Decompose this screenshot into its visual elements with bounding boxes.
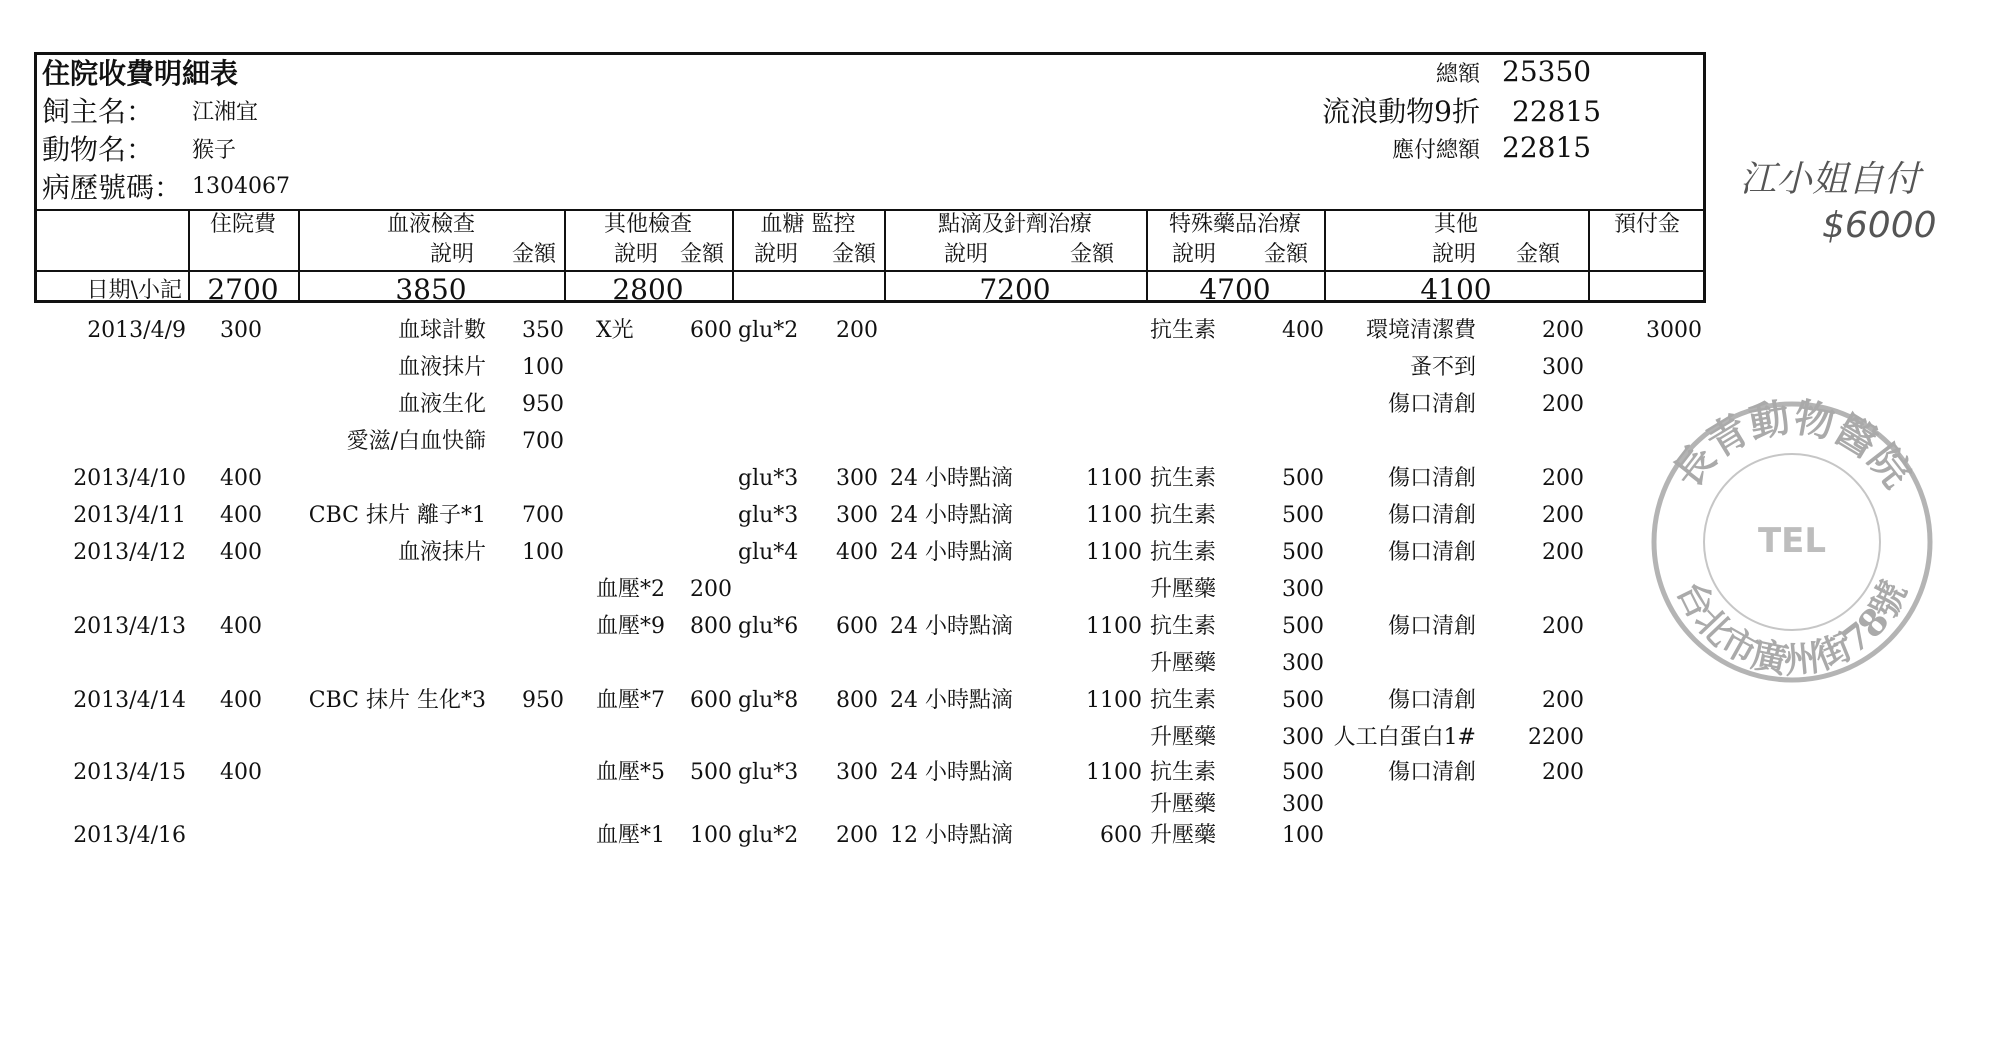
row-special-desc: 抗生素 <box>1150 503 1217 528</box>
row-special-amount: 500 <box>1282 466 1324 491</box>
row-misc-desc: 傷口清創 <box>1387 688 1476 713</box>
row-other-desc: 血壓*9 <box>596 614 665 639</box>
subtotal-drip: 7200 <box>979 273 1051 306</box>
row-drip-desc: 24 小時點滴 <box>890 614 1013 639</box>
row-drip-amount: 1100 <box>1086 503 1142 528</box>
subhead-desc: 說明 <box>430 242 475 267</box>
row-misc-amount: 200 <box>1542 503 1584 528</box>
row-special-amount: 500 <box>1282 503 1324 528</box>
row-drip-desc: 12 小時點滴 <box>890 823 1013 848</box>
row-date: 2013/4/15 <box>73 760 186 785</box>
document-title: 住院收費明細表 <box>42 57 239 90</box>
row-other-amount: 600 <box>690 318 732 343</box>
subtotal-blood: 3850 <box>395 273 467 306</box>
subhead-desc: 說明 <box>614 242 659 267</box>
discount-value: 22815 <box>1512 95 1602 128</box>
subhead-amount: 金額 <box>680 242 725 267</box>
row-other-desc: 血壓*1 <box>596 823 665 848</box>
row-misc-desc: 傷口清創 <box>1387 503 1476 528</box>
subhead-amount: 金額 <box>1516 242 1561 267</box>
row-glucose-amount: 400 <box>836 540 878 565</box>
row-date: 2013/4/9 <box>87 318 186 343</box>
row-glucose-desc: glu*3 <box>738 466 799 491</box>
subtotal-special: 4700 <box>1199 273 1271 306</box>
row-blood-desc: 血球計數 <box>397 318 486 343</box>
row-blood-desc: CBC 抹片 生化*3 <box>308 688 486 713</box>
subhead-desc: 說明 <box>1172 242 1217 267</box>
handwritten-note-line2: $6000 <box>1822 205 1937 246</box>
row-special-amount: 300 <box>1282 792 1324 817</box>
row-misc-desc: 傷口清創 <box>1387 392 1476 417</box>
row-glucose-desc: glu*4 <box>738 540 799 565</box>
handwritten-note-line1: 江小姐自付 <box>1740 159 1921 200</box>
row-special-desc: 抗生素 <box>1150 688 1217 713</box>
row-blood-amount: 100 <box>522 540 564 565</box>
row-misc-amount: 200 <box>1542 540 1584 565</box>
row-glucose-amount: 300 <box>836 466 878 491</box>
header-separator <box>34 209 1706 211</box>
discount-label: 流浪動物9折 <box>1322 95 1480 128</box>
row-misc-desc: 環境清潔費 <box>1365 318 1476 343</box>
animal-label: 動物名： <box>42 133 155 166</box>
row-hosp-fee: 400 <box>220 688 262 713</box>
row-drip-desc: 24 小時點滴 <box>890 540 1013 565</box>
svg-text:長青動物醫院: 長青動物醫院 <box>1663 393 1921 497</box>
row-misc-amount: 200 <box>1542 760 1584 785</box>
row-hosp-fee: 400 <box>220 540 262 565</box>
row-date: 2013/4/12 <box>73 540 186 565</box>
row-glucose-amount: 800 <box>836 688 878 713</box>
subtotal-hosp: 2700 <box>207 273 279 306</box>
row-blood-desc: CBC 抹片 離子*1 <box>308 503 486 528</box>
row-misc-desc: 人工白蛋白1# <box>1333 725 1476 750</box>
animal-name: 猴子 <box>192 138 237 163</box>
col-other-exam: 其他檢查 <box>603 212 692 237</box>
svg-text:台北市廣州街78號: 台北市廣州街78號 <box>1668 574 1916 683</box>
col-misc: 其他 <box>1433 212 1478 237</box>
row-hosp-fee: 300 <box>220 318 262 343</box>
row-hosp-fee: 400 <box>220 503 262 528</box>
row-special-desc: 升壓藥 <box>1150 651 1217 676</box>
row-glucose-amount: 200 <box>836 823 878 848</box>
row-glucose-desc: glu*8 <box>738 688 799 713</box>
row-glucose-amount: 200 <box>836 318 878 343</box>
subhead-desc: 說明 <box>754 242 799 267</box>
row-blood-amount: 700 <box>522 429 564 454</box>
payable-value: 22815 <box>1502 131 1592 164</box>
row-drip-desc: 24 小時點滴 <box>890 466 1013 491</box>
col-blood: 血液檢查 <box>386 212 475 237</box>
row-blood-amount: 350 <box>522 318 564 343</box>
row-misc-amount: 200 <box>1542 318 1584 343</box>
subhead-amount: 金額 <box>1070 242 1115 267</box>
row-date: 2013/4/16 <box>73 823 186 848</box>
col-hosp: 住院費 <box>209 212 276 237</box>
total-value: 25350 <box>1502 55 1592 88</box>
row-special-desc: 抗生素 <box>1150 540 1217 565</box>
col-drip: 點滴及針劑治療 <box>937 212 1092 237</box>
row-other-desc: 血壓*2 <box>596 577 665 602</box>
row-hosp-fee: 400 <box>220 614 262 639</box>
row-special-desc: 升壓藥 <box>1150 577 1217 602</box>
row-glucose-amount: 600 <box>836 614 878 639</box>
row-special-amount: 100 <box>1282 823 1324 848</box>
row-misc-amount: 200 <box>1542 392 1584 417</box>
row-other-amount: 800 <box>690 614 732 639</box>
row-blood-amount: 100 <box>522 355 564 380</box>
row-special-amount: 500 <box>1282 540 1324 565</box>
row-misc-amount: 300 <box>1542 355 1584 380</box>
owner-label: 飼主名： <box>42 95 155 128</box>
total-label: 總額 <box>1435 62 1480 87</box>
row-date: 2013/4/14 <box>73 688 186 713</box>
row-date: 2013/4/10 <box>73 466 186 491</box>
clinic-stamp <box>1642 392 1942 692</box>
row-special-desc: 抗生素 <box>1150 466 1217 491</box>
row-special-amount: 500 <box>1282 688 1324 713</box>
row-other-desc: 血壓*7 <box>596 688 665 713</box>
row-blood-desc: 血液抹片 <box>397 540 486 565</box>
row-other-amount: 200 <box>690 577 732 602</box>
row-blood-desc: 血液生化 <box>397 392 486 417</box>
row-special-amount: 300 <box>1282 577 1324 602</box>
row-special-amount: 400 <box>1282 318 1324 343</box>
subhead-desc: 說明 <box>944 242 989 267</box>
row-misc-amount: 200 <box>1542 614 1584 639</box>
row-glucose-desc: glu*3 <box>738 760 799 785</box>
row-glucose-desc: glu*6 <box>738 614 799 639</box>
svg-text:TEL: TEL <box>1757 521 1827 561</box>
subtotal-label: 日期\小記 <box>86 278 182 303</box>
col-glucose: 血糖 監控 <box>760 212 856 237</box>
subtotal-other-exam: 2800 <box>612 273 684 306</box>
row-drip-amount: 1100 <box>1086 540 1142 565</box>
row-blood-desc: 血液抹片 <box>397 355 486 380</box>
row-prepaid: 3000 <box>1646 318 1702 343</box>
row-special-desc: 升壓藥 <box>1150 823 1217 848</box>
record-label: 病歷號碼： <box>42 171 183 204</box>
row-drip-desc: 24 小時點滴 <box>890 760 1013 785</box>
row-special-amount: 300 <box>1282 651 1324 676</box>
row-misc-desc: 傷口清創 <box>1387 614 1476 639</box>
subtotal-separator <box>34 270 1706 272</box>
row-glucose-desc: glu*3 <box>738 503 799 528</box>
row-misc-desc: 蚤不到 <box>1409 355 1476 380</box>
record-number: 1304067 <box>192 174 290 199</box>
row-blood-desc: 愛滋/白血快篩 <box>346 429 486 454</box>
row-special-desc: 抗生素 <box>1150 760 1217 785</box>
row-drip-desc: 24 小時點滴 <box>890 503 1013 528</box>
subhead-amount: 金額 <box>832 242 877 267</box>
owner-name: 江湘宜 <box>192 100 259 125</box>
payable-label: 應付總額 <box>1391 138 1480 163</box>
row-misc-desc: 傷口清創 <box>1387 466 1476 491</box>
row-other-amount: 100 <box>690 823 732 848</box>
row-glucose-desc: glu*2 <box>738 318 799 343</box>
row-other-amount: 500 <box>690 760 732 785</box>
row-misc-amount: 200 <box>1542 688 1584 713</box>
row-blood-amount: 950 <box>522 392 564 417</box>
row-glucose-amount: 300 <box>836 760 878 785</box>
subhead-amount: 金額 <box>512 242 557 267</box>
row-special-amount: 500 <box>1282 760 1324 785</box>
row-misc-amount: 2200 <box>1528 725 1584 750</box>
row-drip-desc: 24 小時點滴 <box>890 688 1013 713</box>
row-special-desc: 升壓藥 <box>1150 725 1217 750</box>
row-drip-amount: 1100 <box>1086 760 1142 785</box>
row-special-amount: 300 <box>1282 725 1324 750</box>
row-misc-amount: 200 <box>1542 466 1584 491</box>
row-special-desc: 抗生素 <box>1150 614 1217 639</box>
row-special-amount: 500 <box>1282 614 1324 639</box>
row-special-desc: 升壓藥 <box>1150 792 1217 817</box>
row-date: 2013/4/13 <box>73 614 186 639</box>
row-date: 2013/4/11 <box>73 503 186 528</box>
row-drip-amount: 1100 <box>1086 614 1142 639</box>
row-drip-amount: 1100 <box>1086 688 1142 713</box>
subtotal-misc: 4100 <box>1420 273 1492 306</box>
row-hosp-fee: 400 <box>220 760 262 785</box>
col-special: 特殊藥品治療 <box>1168 212 1301 237</box>
row-drip-amount: 600 <box>1100 823 1142 848</box>
row-other-amount: 600 <box>690 688 732 713</box>
col-prepaid: 預付金 <box>1613 212 1680 237</box>
row-glucose-desc: glu*2 <box>738 823 799 848</box>
row-drip-amount: 1100 <box>1086 466 1142 491</box>
row-blood-amount: 700 <box>522 503 564 528</box>
row-special-desc: 抗生素 <box>1150 318 1217 343</box>
row-misc-desc: 傷口清創 <box>1387 540 1476 565</box>
row-other-desc: 血壓*5 <box>596 760 665 785</box>
row-blood-amount: 950 <box>522 688 564 713</box>
row-other-desc: X光 <box>596 318 634 343</box>
subhead-desc: 說明 <box>1432 242 1477 267</box>
subhead-amount: 金額 <box>1264 242 1309 267</box>
row-misc-desc: 傷口清創 <box>1387 760 1476 785</box>
row-glucose-amount: 300 <box>836 503 878 528</box>
row-hosp-fee: 400 <box>220 466 262 491</box>
